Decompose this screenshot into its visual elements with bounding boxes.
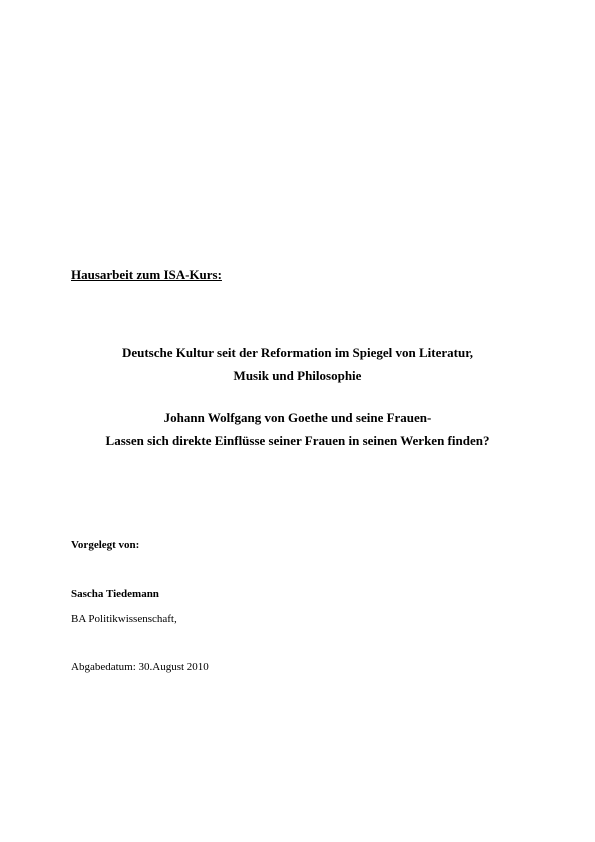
course-heading: Hausarbeit zum ISA-Kurs: <box>71 267 222 282</box>
submitted-by-label: Vorgelegt von: <box>71 539 140 551</box>
author-program: BA Politikwissenschaft, <box>71 613 177 625</box>
paper-title-line-1: Johann Wolfgang von Goethe und seine Frauen- <box>163 410 432 425</box>
course-theme-line-2: Musik und Philosophie <box>233 368 362 383</box>
author-name: Sascha Tiedemann <box>71 588 159 600</box>
course-theme-line-1: Deutsche Kultur seit der Reformation im Spiegel von Literatur, <box>121 345 474 360</box>
paper-title-line-2: Lassen sich direkte Einflüsse seiner Frauen in seinen Werken finden? <box>105 433 490 448</box>
due-date: Abgabedatum: 30.August 2010 <box>71 661 209 673</box>
